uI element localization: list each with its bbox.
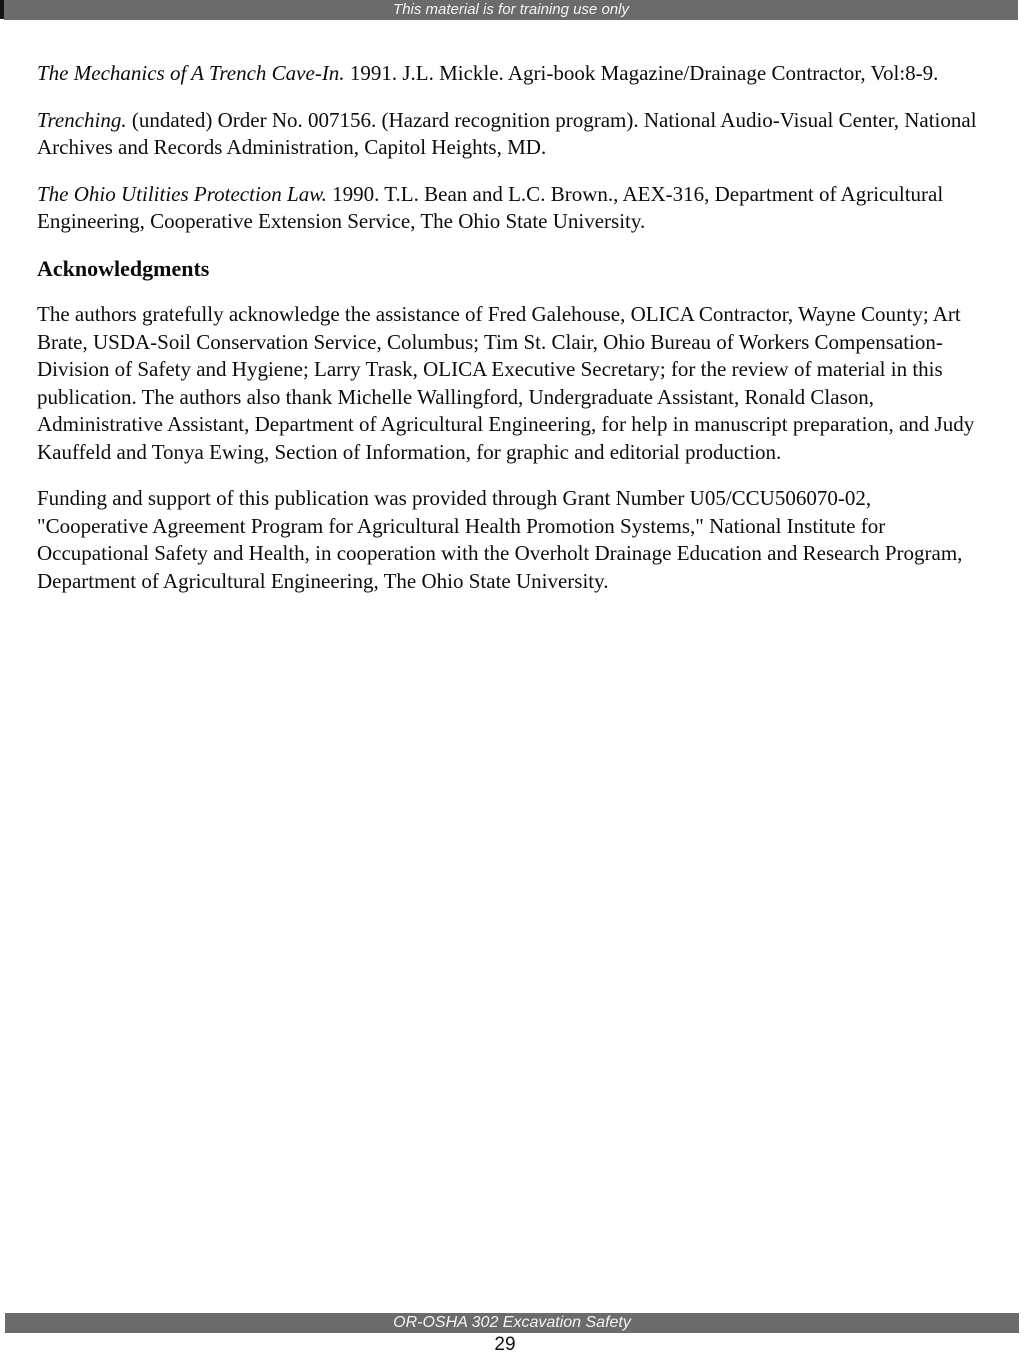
page-number: 29 — [494, 1334, 516, 1355]
footer-course-banner: OR-OSHA 302 Excavation Safety — [5, 1313, 1019, 1333]
reference-citation: 1990. T.L. Bean and L.C. Brown., AEX-316, Department of Agricultural Engineering, Cooperative Extension Service, The Ohio State University. — [37, 181, 944, 233]
reference-title: The Ohio Utilities Protection Law. — [37, 181, 327, 206]
reference-citation: 1991. J.L. Mickle. Agri-book Magazine/Drainage Contractor, Vol:8-9. — [344, 61, 939, 85]
training-use-banner: This material is for training use only — [4, 0, 1018, 20]
reference-citation: (undated) Order No. 007156. (Hazard recognition program). National Audio-Visual Center, National Archives and Records Administration, Capitol Heights, MD. — [37, 107, 977, 159]
reference-title: Trenching. — [37, 107, 127, 132]
reference-item — [37, 181, 985, 236]
document-body — [37, 60, 985, 614]
funding-paragraph: Funding and support of this publication was provided through Grant Number U05/CCU506070-02, "Cooperative Agreement Program for Agricultural Health Promotion Systems," National Institute for Occupational Safety and Health, in cooperation with the Overholt Drainage Education and Research Program, Department of Agricultural Engineering, The Ohio State University. — [37, 486, 963, 593]
scan-artifact-mark — [0, 0, 4, 19]
acknowledgments-paragraph: The authors gratefully acknowledge the assistance of Fred Galehouse, OLICA Contractor, Wayne County; Art Brate, USDA-Soil Conservation Service, Columbus; Tim St. Clair, Ohio Bureau of Workers Compensation-Division of Safety and Hygiene; Larry Trask, OLICA Executive Secretary; for the review of material in this publication. The authors also thank Michelle Wallingford, Undergraduate Assistant, Ronald Clason, Administrative Assistant, Department of Agricultural Engineering, for help in manuscript preparation, and Judy Kauffeld and Tonya Ewing, Section of Information, for graphic and editorial production. — [37, 302, 975, 464]
acknowledgments-heading: Acknowledgments — [37, 255, 210, 281]
reference-item — [37, 107, 985, 162]
reference-title: The Mechanics of A Trench Cave-In. — [37, 61, 345, 85]
reference-item — [37, 60, 985, 88]
